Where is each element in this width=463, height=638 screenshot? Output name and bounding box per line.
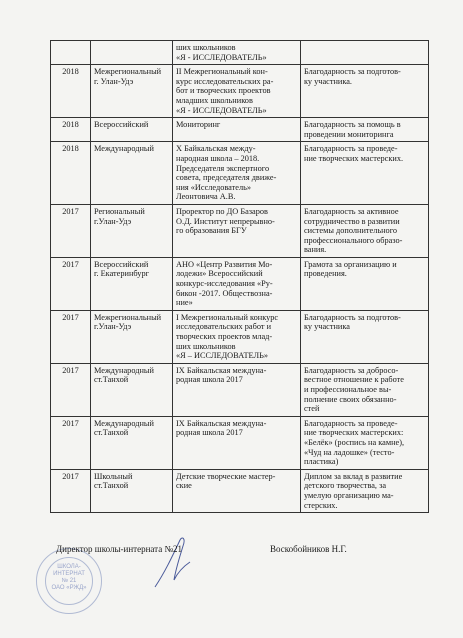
- year-cell: [51, 41, 91, 65]
- table-row: [51, 469, 429, 512]
- year-cell: 2017: [51, 363, 91, 416]
- table-row: [51, 204, 429, 257]
- director-name: Воскобойников Н.Г.: [270, 544, 347, 554]
- table-row: [51, 363, 429, 416]
- table-row: [51, 257, 429, 310]
- year-cell: 2018: [51, 65, 91, 118]
- director-position: Директор школы-интерната №21: [56, 544, 183, 554]
- awards-table: [50, 40, 429, 513]
- school-stamp: [36, 548, 102, 614]
- handwritten-signature: [150, 532, 210, 592]
- event-cell: Проректор по ДО Базаров О.Д. Институт непрерывно- го образования БГУ: [173, 204, 301, 257]
- event-cell: АНО «Центр Развития Мо- лодежи» Всероссийский конкурс-исследования «Ру- бикон -2017. Обществозна- ние»: [173, 257, 301, 310]
- award-cell: Диплом за вклад в развитие детского творчества, за умелую организацию ма- стерских.: [301, 469, 429, 512]
- level-cell: Международный ст.Танхой: [91, 416, 173, 469]
- event-cell: I Межрегиональный конкурс исследовательских работ и творческих проектов млад- ших школьников «Я – ИССЛЕДОВАТЕЛЬ»: [173, 310, 301, 363]
- award-cell: Грамота за организацию и проведения.: [301, 257, 429, 310]
- level-cell: Межрегиональный г.Улан-Удэ: [91, 310, 173, 363]
- level-cell: Всероссийский г. Екатеринбург: [91, 257, 173, 310]
- year-cell: 2017: [51, 469, 91, 512]
- table-row: [51, 41, 429, 65]
- event-cell: IX Байкальская междуна- родная школа 2017: [173, 363, 301, 416]
- table-row: [51, 65, 429, 118]
- year-cell: 2017: [51, 416, 91, 469]
- event-cell: Детские творческие мастер- ские: [173, 469, 301, 512]
- level-cell: Международный ст.Танхой: [91, 363, 173, 416]
- level-cell: Региональный г.Улан-Удэ: [91, 204, 173, 257]
- level-cell: Международный: [91, 142, 173, 205]
- table-row: [51, 142, 429, 205]
- award-cell: Благодарность за подготов- ку участника.: [301, 65, 429, 118]
- award-cell: Благодарность за проведе- ние творческих мастерских: «Белёк» (роспись на камне), «Чуд на ладошке» (тесто- пластика): [301, 416, 429, 469]
- year-cell: 2018: [51, 142, 91, 205]
- level-cell: Межрегиональный г. Улан-Удэ: [91, 65, 173, 118]
- table-row: [51, 118, 429, 142]
- award-cell: Благодарность за помощь в проведении мониторинга: [301, 118, 429, 142]
- stamp-text: ШКОЛА- ИНТЕРНАТ № 21 ОАО «РЖД»: [51, 564, 87, 591]
- event-cell: Мониторинг: [173, 118, 301, 142]
- event-cell: X Байкальская между- народная школа – 2018. Председателя экспертного совета, председателя движе- ния «Исследователь» Леонтовича А.В.: [173, 142, 301, 205]
- award-cell: [301, 41, 429, 65]
- awards-table-body: [51, 41, 429, 513]
- award-cell: Благодарность за активное сотрудничество в развитии системы дополнительного профессионального образо- вания.: [301, 204, 429, 257]
- year-cell: 2017: [51, 204, 91, 257]
- award-cell: Благодарность за добросо- вестное отношение к работе и профессиональное вы- полнение своих обязанно- стей: [301, 363, 429, 416]
- level-cell: Школьный ст.Танхой: [91, 469, 173, 512]
- level-cell: Всероссийский: [91, 118, 173, 142]
- event-cell: II Межрегиональный кон- курс исследовательских ра- бот и творческих проектов младших школьников «Я - ИССЛЕДОВАТЕЛЬ»: [173, 65, 301, 118]
- level-cell: [91, 41, 173, 65]
- award-cell: Благодарность за подготов- ку участника: [301, 310, 429, 363]
- event-cell: IX Байкальская междуна- родная школа 2017: [173, 416, 301, 469]
- event-cell: ших школьников «Я - ИССЛЕДОВАТЕЛЬ»: [173, 41, 301, 65]
- year-cell: 2018: [51, 118, 91, 142]
- year-cell: 2017: [51, 257, 91, 310]
- table-row: [51, 416, 429, 469]
- table-row: [51, 310, 429, 363]
- year-cell: 2017: [51, 310, 91, 363]
- award-cell: Благодарность за проведе- ние творческих мастерских.: [301, 142, 429, 205]
